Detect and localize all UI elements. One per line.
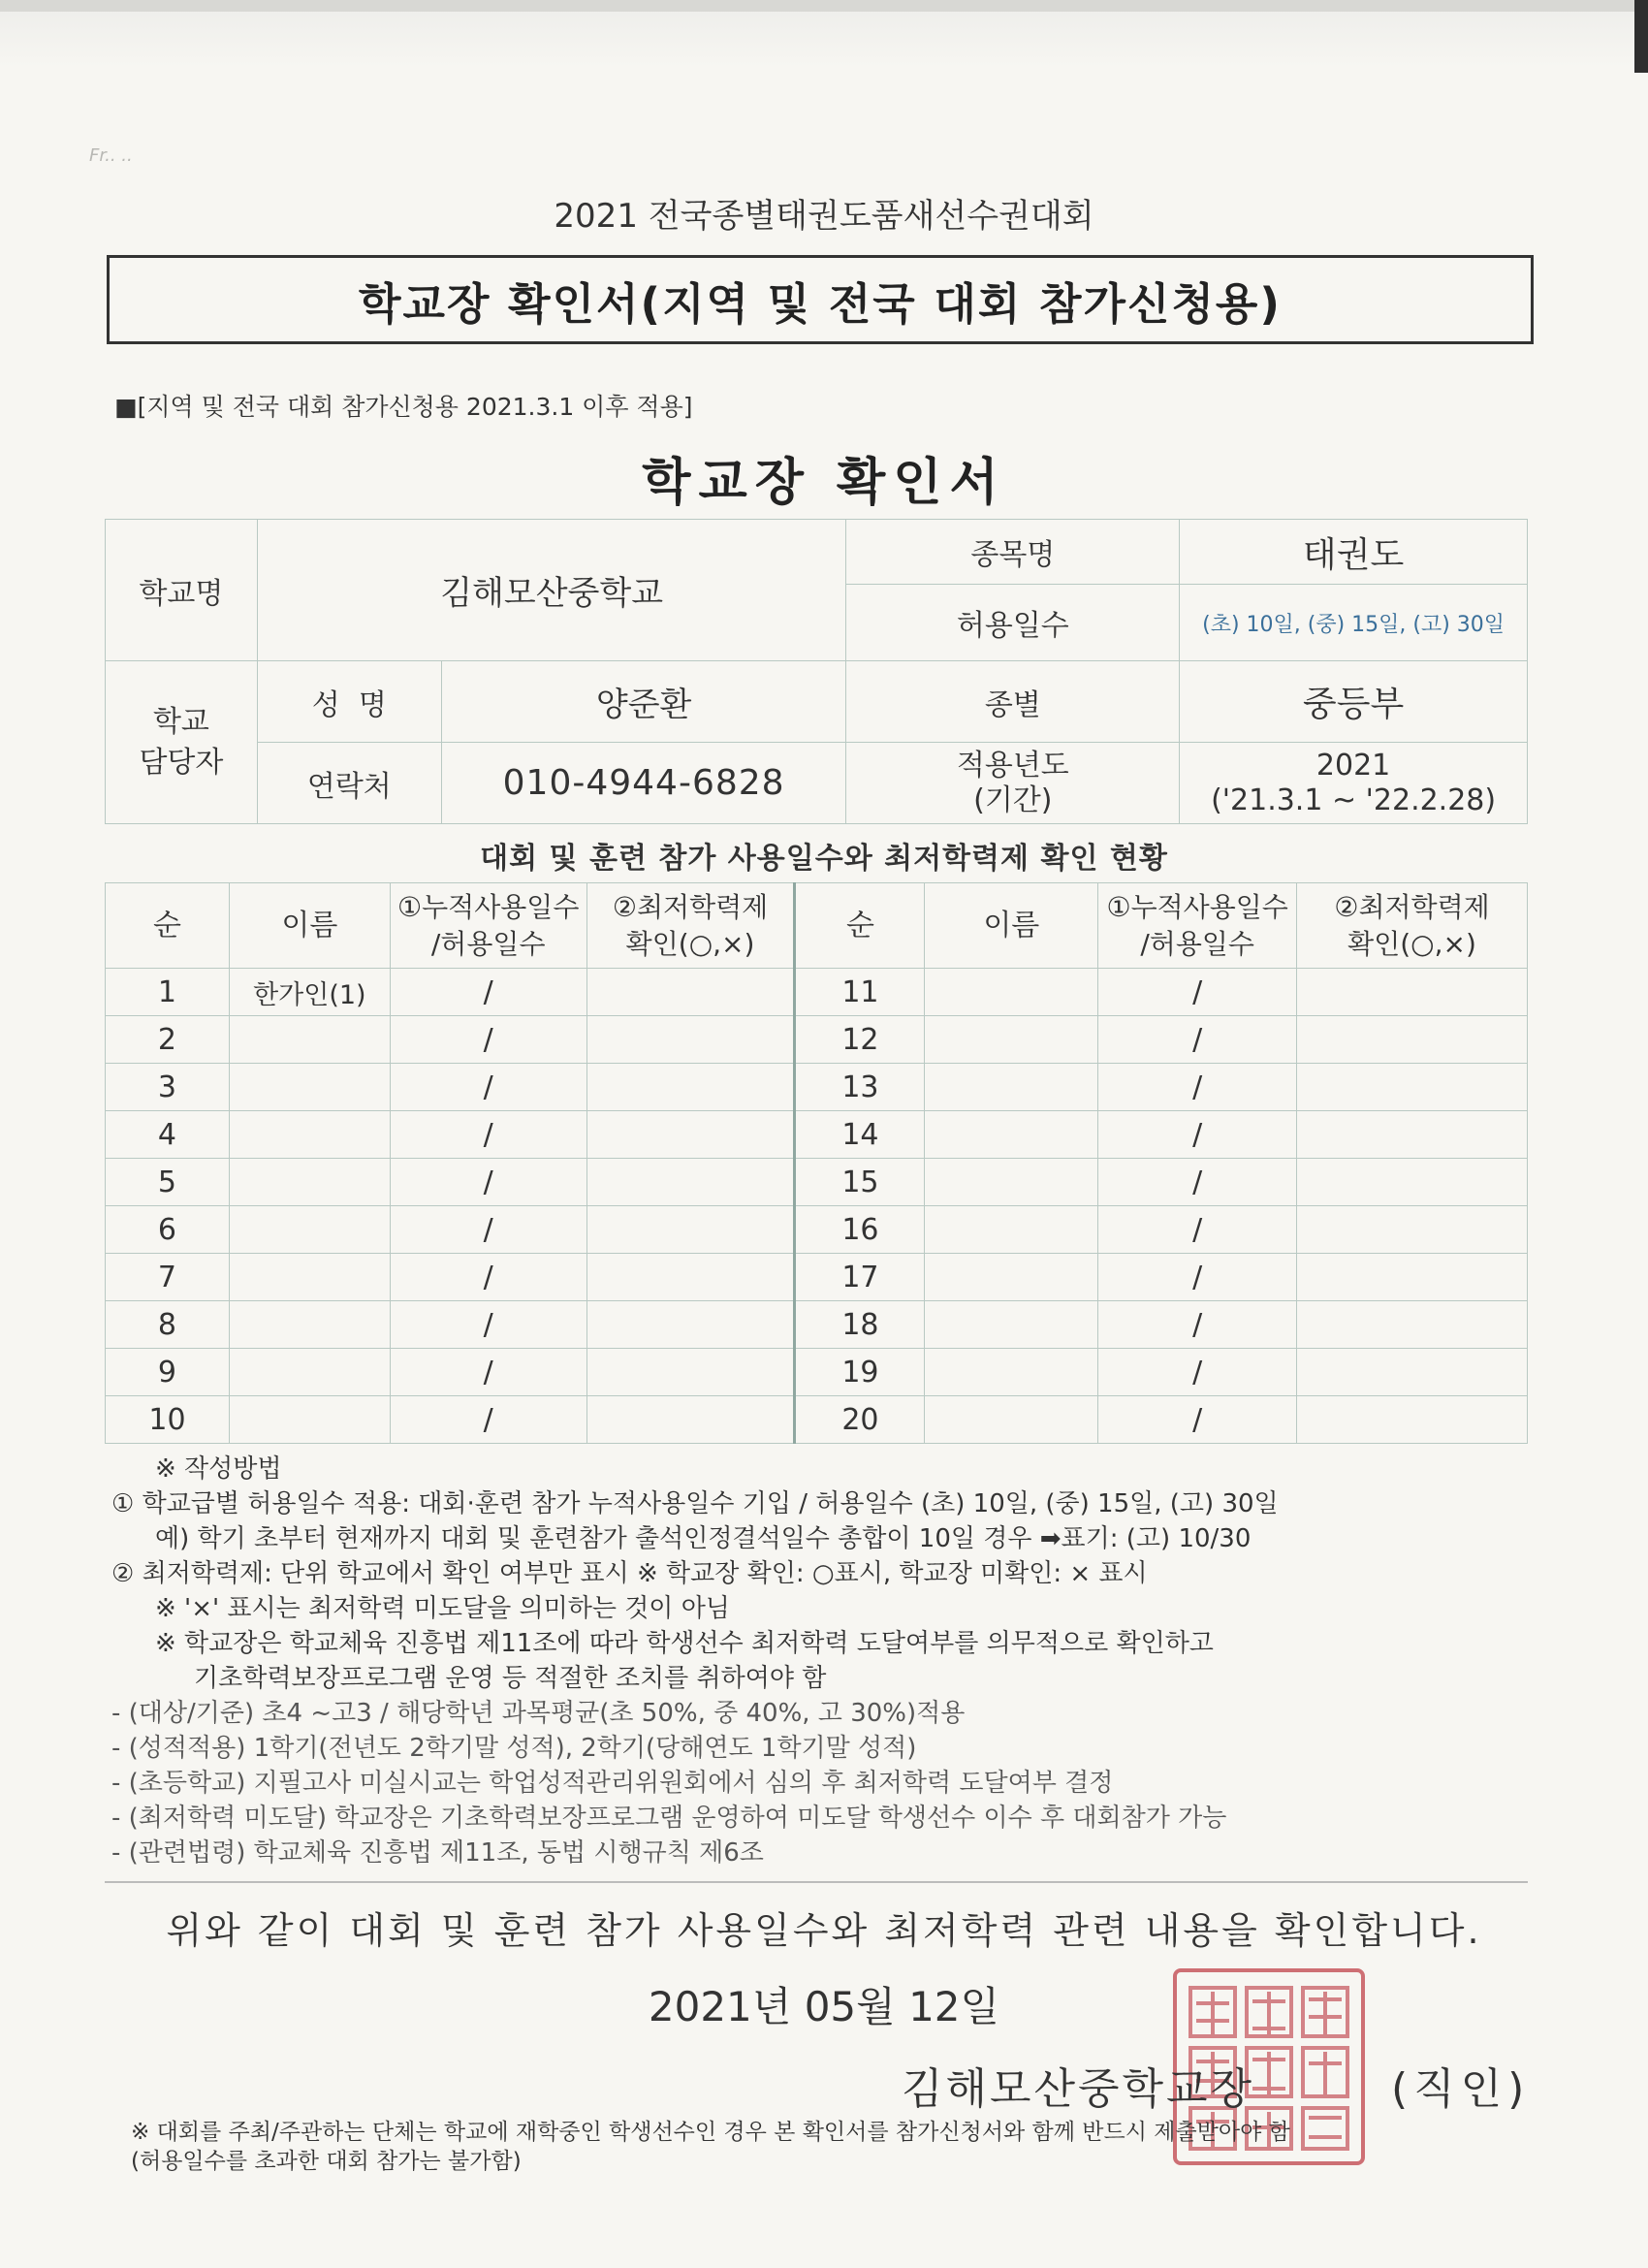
info-table xyxy=(105,519,1528,824)
academic-check-cell xyxy=(1297,1349,1528,1396)
phone-value: 010-4944-6828 xyxy=(441,743,846,824)
row-number-cell: 18 xyxy=(795,1301,925,1349)
scan-top-shadow xyxy=(0,0,1648,12)
athlete-name-cell xyxy=(925,1396,1098,1444)
days-used-cell: / xyxy=(390,1159,586,1206)
athlete-name-cell xyxy=(925,1301,1098,1349)
row-number-cell: 17 xyxy=(795,1254,925,1301)
instructions xyxy=(111,1452,1546,1870)
row-number-cell: 19 xyxy=(795,1349,925,1396)
name-label: 성 명 xyxy=(257,661,441,743)
days-used-cell: / xyxy=(1098,1254,1297,1301)
athlete-name-cell xyxy=(925,1016,1098,1064)
table-row xyxy=(106,1016,1528,1064)
athlete-name-cell xyxy=(229,1111,390,1159)
academic-check-cell xyxy=(1297,1016,1528,1064)
category-value: 중등부 xyxy=(1180,661,1528,743)
days-used-cell: / xyxy=(390,969,586,1016)
athlete-name-cell xyxy=(925,1349,1098,1396)
header-check-right: ②최저학력제 확인(○,×) xyxy=(1297,883,1528,969)
event-title: 2021 전국종별태권도품새선수권대회 xyxy=(554,197,1094,236)
school-label: 학교명 xyxy=(106,520,258,661)
instruction-line: ※ '×' 표시는 최저학력 미도달을 의미하는 것이 아님 xyxy=(155,1594,730,1623)
academic-check-cell xyxy=(586,969,795,1016)
athlete-name-cell xyxy=(925,1206,1098,1254)
school-value: 김해모산중학교 xyxy=(257,520,846,661)
athlete-name-cell xyxy=(925,969,1098,1016)
table-row xyxy=(106,1396,1528,1444)
academic-check-cell xyxy=(586,1016,795,1064)
athlete-name-cell xyxy=(229,1349,390,1396)
days-used-cell: / xyxy=(1098,1111,1297,1159)
scan-edge-strip xyxy=(1634,0,1648,73)
academic-check-cell xyxy=(586,1159,795,1206)
row-number-cell: 14 xyxy=(795,1111,925,1159)
name-value: 양준환 xyxy=(441,661,846,743)
row-number-cell: 12 xyxy=(795,1016,925,1064)
academic-check-cell xyxy=(1297,1064,1528,1111)
academic-check-cell xyxy=(1297,1301,1528,1349)
days-used-cell: / xyxy=(390,1349,586,1396)
year-label: 적용년도 (기간) xyxy=(846,743,1180,824)
row-number-cell: 20 xyxy=(795,1396,925,1444)
seal-label: (직인) xyxy=(1391,2064,1531,2114)
row-number-cell: 16 xyxy=(795,1206,925,1254)
athlete-name-cell xyxy=(925,1254,1098,1301)
days-used-cell: / xyxy=(1098,1159,1297,1206)
row-number-cell: 1 xyxy=(106,969,230,1016)
header-box-title: 학교장 확인서(지역 및 전국 대회 참가신청용) xyxy=(107,255,1534,344)
days-used-cell: / xyxy=(1098,1016,1297,1064)
days-used-cell: / xyxy=(1098,1064,1297,1111)
instruction-line: ② 최저학력제: 단위 학교에서 확인 여부만 표시 ※ 학교장 확인: ○표시, 학교장 미확인: × 표시 xyxy=(111,1559,1148,1588)
table-row xyxy=(106,1349,1528,1396)
athlete-name-cell xyxy=(229,1064,390,1111)
academic-check-cell xyxy=(586,1254,795,1301)
sport-value: 태권도 xyxy=(1180,520,1528,585)
days-used-cell: / xyxy=(1098,969,1297,1016)
days-used-cell: / xyxy=(1098,1396,1297,1444)
academic-check-cell xyxy=(586,1064,795,1111)
academic-check-cell xyxy=(586,1301,795,1349)
table-row xyxy=(106,969,1528,1016)
header-days-right: ①누적사용일수 /허용일수 xyxy=(1098,883,1297,969)
days-used-cell: / xyxy=(1098,1301,1297,1349)
year-value: 2021 ('21.3.1 ~ '22.2.28) xyxy=(1180,743,1528,824)
instruction-line: - (최저학력 미도달) 학교장은 기초학력보장프로그램 운영하여 미도달 학생선수 이수 후 대회참가 가능 xyxy=(111,1804,1227,1833)
footnote: ※ 대회를 주최/주관하는 단체는 학교에 재학중인 학생선수인 경우 본 확인서를 참가신청서와 함께 반드시 제출받아야 함 (허용일수를 초과한 대회 참가는 불가함) xyxy=(131,2120,1290,2174)
phone-label: 연락처 xyxy=(257,743,441,824)
table-row xyxy=(106,1301,1528,1349)
row-number-cell: 6 xyxy=(106,1206,230,1254)
days-used-cell: / xyxy=(390,1064,586,1111)
category-label: 종별 xyxy=(846,661,1180,743)
academic-check-cell xyxy=(1297,1159,1528,1206)
academic-check-cell xyxy=(1297,969,1528,1016)
header-check-left: ②최저학력제 확인(○,×) xyxy=(586,883,795,969)
days-used-cell: / xyxy=(390,1301,586,1349)
table-row xyxy=(106,1111,1528,1159)
athlete-name-cell xyxy=(229,1254,390,1301)
days-used-cell: / xyxy=(1098,1349,1297,1396)
days-used-cell: / xyxy=(390,1254,586,1301)
sport-label: 종목명 xyxy=(846,520,1180,585)
academic-check-cell xyxy=(1297,1396,1528,1444)
allowed-days-value: (초) 10일, (중) 15일, (고) 30일 xyxy=(1180,585,1528,661)
table-row xyxy=(106,1064,1528,1111)
days-used-cell: / xyxy=(390,1396,586,1444)
athlete-name-cell xyxy=(229,1206,390,1254)
days-used-cell: / xyxy=(390,1206,586,1254)
athlete-name-cell: 한가인(1) xyxy=(229,969,390,1016)
faint-scribble: Fr.. .. xyxy=(89,145,133,166)
allowed-days-label: 허용일수 xyxy=(846,585,1180,661)
athlete-name-cell xyxy=(925,1159,1098,1206)
row-number-cell: 9 xyxy=(106,1349,230,1396)
athlete-name-cell xyxy=(229,1159,390,1206)
row-number-cell: 8 xyxy=(106,1301,230,1349)
row-number-cell: 4 xyxy=(106,1111,230,1159)
academic-check-cell xyxy=(586,1349,795,1396)
days-used-cell: / xyxy=(390,1016,586,1064)
header-name-right: 이름 xyxy=(925,883,1098,969)
athlete-name-cell xyxy=(229,1396,390,1444)
academic-check-cell xyxy=(1297,1111,1528,1159)
header-no-right: 순 xyxy=(795,883,925,969)
header-days-left: ①누적사용일수 /허용일수 xyxy=(390,883,586,969)
row-number-cell: 13 xyxy=(795,1064,925,1111)
athlete-name-cell xyxy=(229,1016,390,1064)
roster-table xyxy=(105,882,1528,1444)
athlete-name-cell xyxy=(925,1064,1098,1111)
instruction-line: ※ 학교장은 학교체육 진흥법 제11조에 따라 학생선수 최저학력 도달여부를 의무적으로 확인하고 xyxy=(155,1629,1214,1658)
issue-date: 2021년 05월 12일 xyxy=(648,1983,1000,2030)
row-number-cell: 3 xyxy=(106,1064,230,1111)
instruction-line: - (초등학교) 지필고사 미실시교는 학업성적관리위원회에서 심의 후 최저학력 도달여부 결정 xyxy=(111,1769,1114,1798)
athlete-name-cell xyxy=(925,1111,1098,1159)
row-number-cell: 10 xyxy=(106,1396,230,1444)
divider xyxy=(105,1881,1528,1883)
academic-check-cell xyxy=(1297,1206,1528,1254)
form-title: 학교장 확인서 xyxy=(642,454,1006,512)
instruction-line: - (성적적용) 1학기(전년도 2학기말 성적), 2학기(당해연도 1학기말 성적) xyxy=(111,1734,917,1763)
days-used-cell: / xyxy=(1098,1206,1297,1254)
days-used-cell: / xyxy=(390,1111,586,1159)
row-number-cell: 7 xyxy=(106,1254,230,1301)
academic-check-cell xyxy=(1297,1254,1528,1301)
row-number-cell: 11 xyxy=(795,969,925,1016)
instruction-line: 예) 학기 초부터 현재까지 대회 및 훈련참가 출석인정결석일수 총합이 10일 경우 ➡표기: (고) 10/30 xyxy=(155,1524,1252,1553)
instruction-line: - (관련법령) 학교체육 진흥법 제11조, 동법 시행규칙 제6조 xyxy=(111,1838,764,1868)
row-number-cell: 5 xyxy=(106,1159,230,1206)
table-row xyxy=(106,1206,1528,1254)
applicability-note: ■[지역 및 전국 대회 참가신청용 2021.3.1 이후 적용] xyxy=(114,393,693,421)
contact-group-label: 학교 담당자 xyxy=(106,661,258,824)
instruction-line: 기초학력보장프로그램 운영 등 적절한 조치를 취하여야 함 xyxy=(194,1664,827,1693)
row-number-cell: 15 xyxy=(795,1159,925,1206)
academic-check-cell xyxy=(586,1111,795,1159)
signer-name: 김해모산중학교장 xyxy=(902,2064,1255,2114)
header-no-left: 순 xyxy=(106,883,230,969)
instruction-line: - (대상/기준) 초4 ~고3 / 해당학년 과목평균(초 50%, 중 40%, 고 30%)적용 xyxy=(111,1699,966,1728)
table-row xyxy=(106,1254,1528,1301)
athlete-name-cell xyxy=(229,1301,390,1349)
instruction-line: ① 학교급별 허용일수 적용: 대회·훈련 참가 누적사용일수 기입 / 허용일수 (초) 10일, (중) 15일, (고) 30일 xyxy=(111,1489,1279,1518)
roster-title: 대회 및 훈련 참가 사용일수와 최저학력제 확인 현황 xyxy=(480,842,1168,876)
row-number-cell: 2 xyxy=(106,1016,230,1064)
table-row xyxy=(106,1159,1528,1206)
academic-check-cell xyxy=(586,1396,795,1444)
header-name-left: 이름 xyxy=(229,883,390,969)
academic-check-cell xyxy=(586,1206,795,1254)
instructions-heading: ※ 작성방법 xyxy=(155,1454,282,1484)
confirmation-statement: 위와 같이 대회 및 훈련 참가 사용일수와 최저학력 관련 내용을 확인합니다. xyxy=(166,1909,1482,1952)
